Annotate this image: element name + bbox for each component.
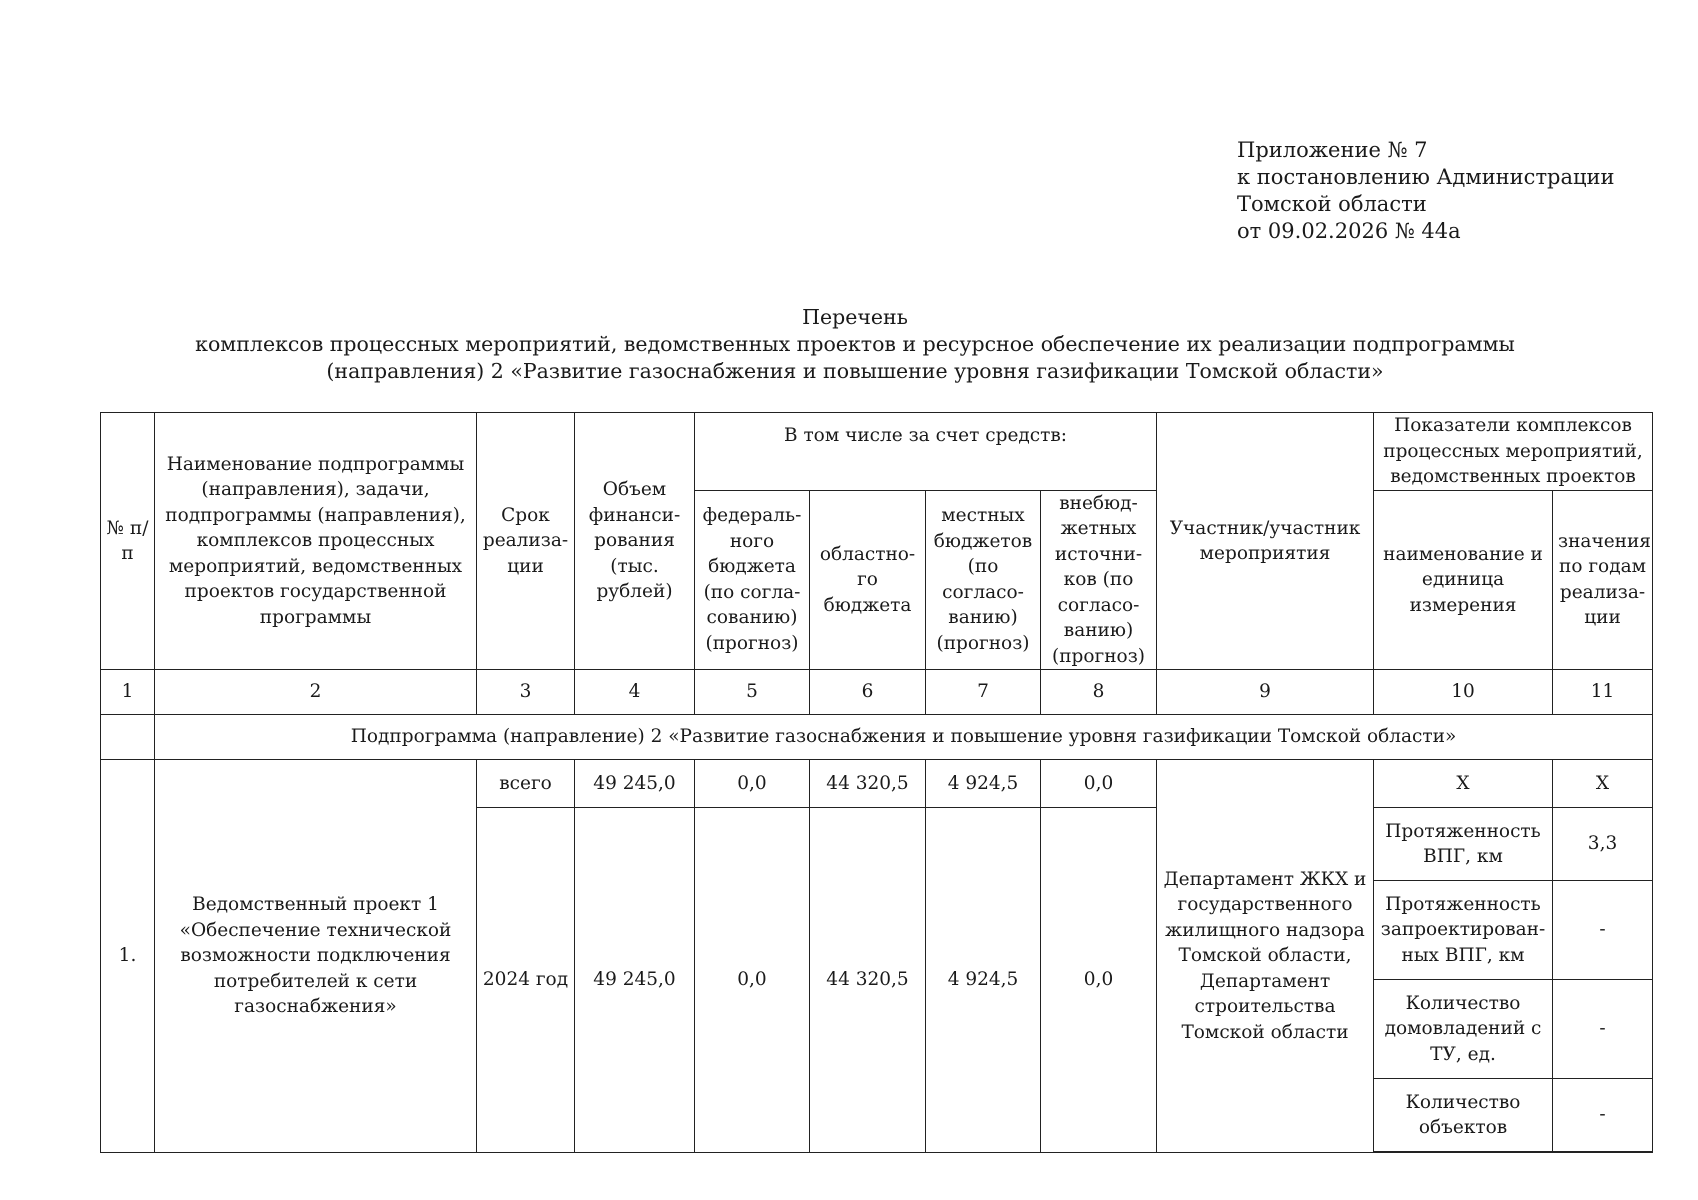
document-title	[0, 304, 1698, 385]
header-num: № п/п	[101, 413, 155, 670]
term-cell: 2024 год	[477, 808, 575, 1153]
indicator-value: -	[1553, 881, 1653, 980]
header-regional: областно-го бюджета	[810, 490, 926, 670]
volume-cell: 49 245,0	[575, 808, 695, 1153]
subprogram-title: Подпрограмма (направление) 2 «Развитие газоснабжения и повышение уровня газификации Томской области»	[155, 715, 1653, 760]
volume-cell: 49 245,0	[575, 760, 695, 808]
header-ind-name: наименование и единица измерения	[1374, 490, 1553, 670]
project-number: 1.	[101, 760, 155, 1153]
indicator-name: Х	[1374, 760, 1553, 808]
spacer-cell	[1553, 1152, 1653, 1153]
column-number: 3	[477, 670, 575, 715]
header-indicators: Показатели комплексов процессных мероприятий, ведомственных проектов	[1374, 413, 1653, 491]
column-number: 2	[155, 670, 477, 715]
column-number: 8	[1041, 670, 1157, 715]
project-name: Ведомственный проект 1 «Обеспечение технической возможности подключения потребителей к сети газоснабжения»	[155, 760, 477, 1153]
title-line: (направления) 2 «Развитие газоснабжения и повышение уровня газификации Томской области»	[326, 359, 1384, 383]
indicator-name: Протяженность запроектирован-ных ВПГ, км	[1374, 881, 1553, 980]
regional-cell: 44 320,5	[810, 808, 926, 1153]
participant-cell: Департамент ЖКХ и государственного жилищного надзора Томской области, Департамент строительства Томской области	[1157, 760, 1374, 1153]
header-local: местных бюджетов (по согласо-ванию) (прогноз)	[926, 490, 1041, 670]
local-cell: 4 924,5	[926, 808, 1041, 1153]
column-number: 11	[1553, 670, 1653, 715]
local-cell: 4 924,5	[926, 760, 1041, 808]
header-name: Наименование подпрограммы (направления), задачи, подпрограммы (направления), комплексов процессных мероприятий, ведомственных проектов государственной программы	[155, 413, 477, 670]
federal-cell: 0,0	[695, 760, 810, 808]
regional-cell: 44 320,5	[810, 760, 926, 808]
indicator-name: Количество домовладений с ТУ, ед.	[1374, 980, 1553, 1079]
indicator-value: 3,3	[1553, 808, 1653, 881]
header-extra: внебюд-жетных источни-ков (по согласо-ванию) (прогноз)	[1041, 490, 1157, 670]
header-including: В том числе за счет средств:	[695, 413, 1157, 491]
extra-cell: 0,0	[1041, 808, 1157, 1153]
header-volume: Объем финанси-рования (тыс. рублей)	[575, 413, 695, 670]
indicator-value: Х	[1553, 760, 1653, 808]
title-line: Перечень	[802, 305, 908, 329]
spacer-cell	[1374, 1152, 1553, 1153]
appendix-line: Томской области	[1237, 192, 1427, 216]
indicator-value: -	[1553, 980, 1653, 1079]
federal-cell: 0,0	[695, 808, 810, 1153]
column-number: 4	[575, 670, 695, 715]
extra-cell: 0,0	[1041, 760, 1157, 808]
appendix-line: от 09.02.2026 № 44а	[1237, 219, 1461, 243]
indicator-name: Протяженность ВПГ, км	[1374, 808, 1553, 881]
indicator-name: Количество объектов	[1374, 1079, 1553, 1152]
indicator-value: -	[1553, 1079, 1653, 1152]
column-number: 1	[101, 670, 155, 715]
header-federal: федераль-ного бюджета (по согла-сованию) (прогноз)	[695, 490, 810, 670]
appendix-block	[1237, 137, 1615, 245]
header-term: Срок реализа-ции	[477, 413, 575, 670]
title-line: комплексов процессных мероприятий, ведомственных проектов и ресурсное обеспечение их реализации подпрограммы	[195, 332, 1515, 356]
program-table	[100, 412, 1653, 1153]
appendix-line: к постановлению Администрации	[1237, 165, 1615, 189]
column-number: 9	[1157, 670, 1374, 715]
column-number: 5	[695, 670, 810, 715]
term-cell: всего	[477, 760, 575, 808]
column-number: 10	[1374, 670, 1553, 715]
header-participant: Участник/участник мероприятия	[1157, 413, 1374, 670]
column-number: 7	[926, 670, 1041, 715]
subprogram-num-cell	[101, 715, 155, 760]
column-number: 6	[810, 670, 926, 715]
header-ind-values: значения по годам реализа-ции	[1553, 490, 1653, 670]
appendix-line: Приложение № 7	[1237, 138, 1428, 162]
